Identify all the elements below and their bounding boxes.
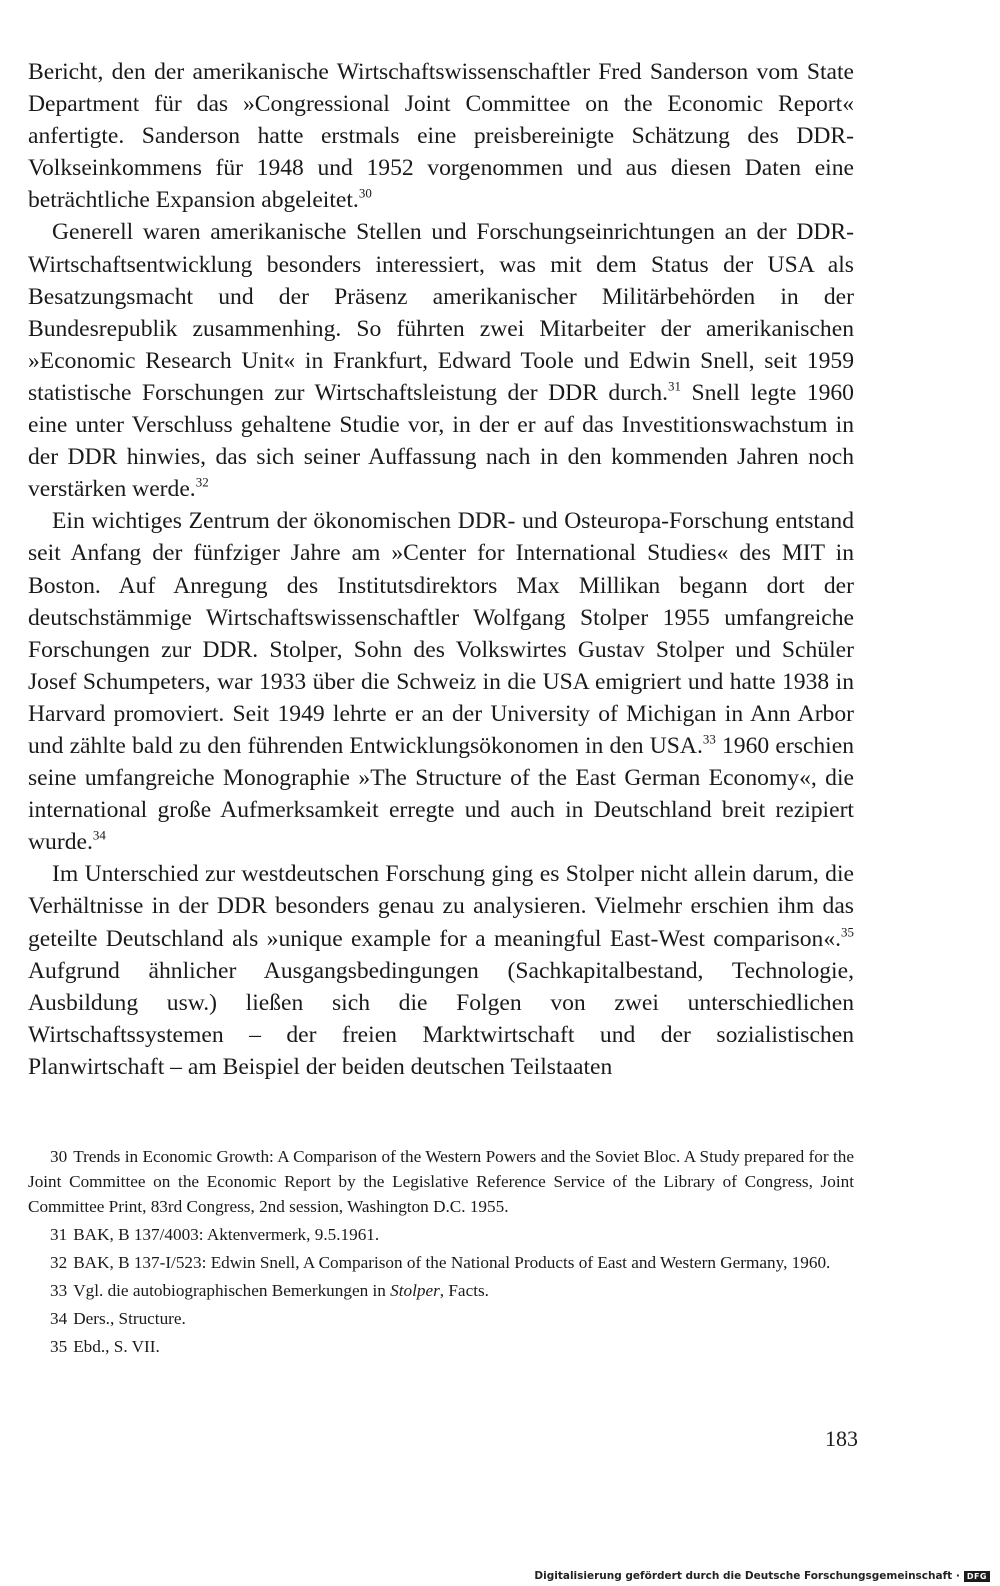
footnote-number: 31 bbox=[50, 1225, 68, 1244]
dfg-logo-icon: DFG bbox=[964, 1571, 990, 1582]
footnote-number: 33 bbox=[50, 1281, 68, 1300]
footnote-ref[interactable]: 33 bbox=[702, 731, 716, 747]
footnote: 32 BAK, B 137-I/523: Edwin Snell, A Comparison of the National Products of East and Western Germany, 1960. bbox=[50, 1253, 831, 1272]
footnote: 34 Ders., Structure. bbox=[50, 1309, 186, 1328]
footnote: 31 BAK, B 137/4003: Aktenvermerk, 9.5.1961. bbox=[50, 1225, 380, 1244]
footnote-ref[interactable]: 30 bbox=[358, 185, 372, 201]
footnote: 35 Ebd., S. VII. bbox=[50, 1337, 160, 1356]
footnotes bbox=[28, 1144, 854, 1362]
digitization-footer bbox=[534, 1570, 990, 1582]
page-number: 183 bbox=[825, 1426, 858, 1451]
footnote: 30 Trends in Economic Growth: A Comparison of the Western Powers and the Soviet Bloc. A Study prepared for the Joint Committee on the Economic Report by the Legislative Reference Service of the Library of Congress, Joint Committee Print, 83rd Congress, 2nd session, Washington D.C. 1955. bbox=[28, 1147, 854, 1216]
footnote: 33 Vgl. die autobiographischen Bemerkungen in Stolper, Facts. bbox=[50, 1281, 489, 1300]
paragraph: Generell waren amerikanische Stellen und Forschungseinrichtungen an der DDR-Wirtschaftsentwicklung besonders interessiert, was mit dem Status der USA als Besatzungsmacht und der Präsenz amerikanischer Militärbehörden in der Bundesrepublik zusammenhing. So führten zwei Mitarbeiter der amerikanischen »Economic Research Unit« in Frankfurt, Edward Toole und Edwin Snell, seit 1959 statistische Forschungen zur Wirtschaftsleistung der DDR durch.$^{31}$ Snell legte 1960 eine unter Verschluss gehaltene Studie vor, in der er auf das Investitionswachstum in der DDR hinwies, das sich seiner Auffassung nach in den kommenden Jahren noch verstärken werde.$^{32}$ bbox=[28, 219, 854, 503]
footnote-ref[interactable]: 34 bbox=[92, 827, 106, 843]
footnote-number: 35 bbox=[50, 1337, 68, 1356]
main-text bbox=[28, 56, 854, 1083]
paragraph: Bericht, den der amerikanische Wirtschaftswissenschaftler Fred Sanderson vom State Department für das »Congressional Joint Committee on the Economic Report« anfertigte. Sanderson hatte erstmals eine preisbereinigte Schätzung des DDR-Volkseinkommens für 1948 und 1952 vorgenommen und aus diesen Daten eine beträchtliche Expansion abgeleitet.$^{30}$ bbox=[28, 59, 854, 214]
footnote-number: 30 bbox=[50, 1147, 68, 1166]
footnote-ref[interactable]: 32 bbox=[195, 474, 209, 490]
paragraph: Ein wichtiges Zentrum der ökonomischen DDR- und Osteuropa-Forschung entstand seit Anfang der fünfziger Jahre am »Center for International Studies« des MIT in Boston. Auf Anregung des Institutsdirektors Max Millikan begann dort der deutschstämmige Wirtschaftswissenschaftler Wolfgang Stolper 1955 umfangreiche Forschungen zur DDR. Stolper, Sohn des Volkswirtes Gustav Stolper und Schüler Josef Schumpeters, war 1933 über die Schweiz in die USA emigriert und hatte 1938 in Harvard promoviert. Seit 1949 lehrte er an der University of Michigan in Ann Arbor und zählte bald zu den führenden Entwicklungsökonomen in den USA.$^{33}$ 1960 erschien seine umfangreiche Monographie »The Structure of the East German Economy«, die international große Aufmerksamkeit erregte und auch in Deutschland breit rezipiert wurde.$^{34}$ bbox=[28, 508, 854, 856]
footnote-number: 32 bbox=[50, 1253, 68, 1272]
footnote-number: 34 bbox=[50, 1309, 68, 1328]
footer-text: Digitalisierung gefördert durch die Deutsche Forschungsgemeinschaft · bbox=[534, 1570, 960, 1582]
paragraph: Im Unterschied zur westdeutschen Forschung ging es Stolper nicht allein darum, die Verhältnisse in der DDR besonders genau zu analysieren. Vielmehr erschien ihm das geteilte Deutschland als »unique example for a meaningful East-West comparison«.$^{35}$ Aufgrund ähnlicher Ausgangsbedingungen (Sachkapitalbestand, Technologie, Ausbildung usw.) ließen sich die Folgen von zwei unterschiedlichen Wirtschaftssystemen – der freien Marktwirtschaft und der sozialistischen Planwirtschaft – am Beispiel der beiden deutschen Teilstaaten bbox=[28, 861, 854, 1080]
footnote-ref[interactable]: 35 bbox=[841, 923, 854, 939]
footnote-ref[interactable]: 31 bbox=[668, 378, 682, 394]
